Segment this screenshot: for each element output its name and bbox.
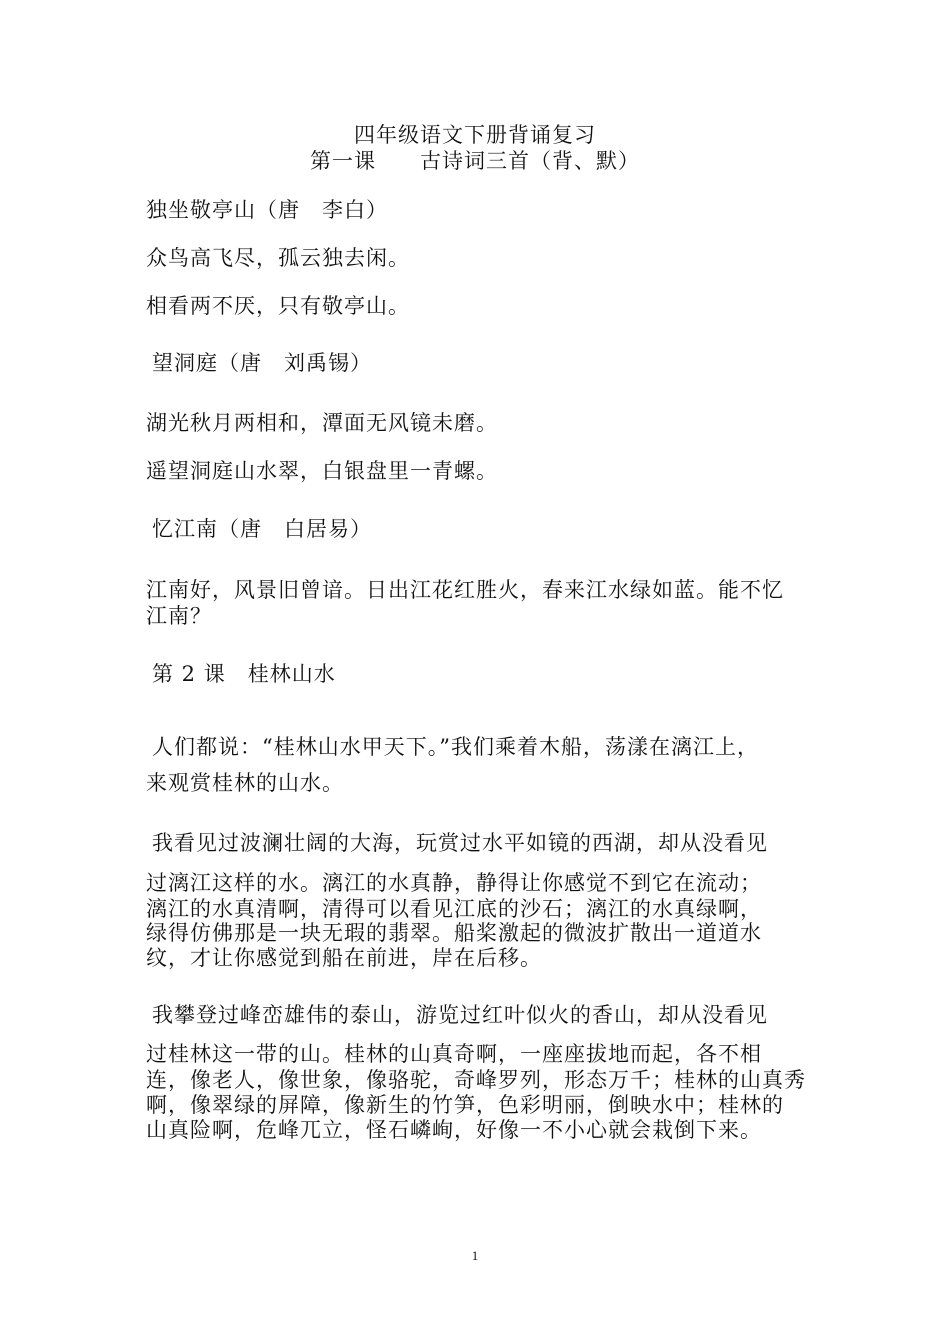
page-number: 1 bbox=[471, 1248, 479, 1263]
paragraph-2-line-2: 过漓江这样的水。漓江的水真静，静得让你感觉不到它在流动； bbox=[146, 871, 762, 895]
poem-3-line-1: 江南好，风景旧曾谙。日出江花红胜火，春来江水绿如蓝。能不忆 bbox=[146, 578, 784, 602]
lesson-1-title: 第一课 古诗词三首（背、默） bbox=[310, 149, 640, 173]
paragraph-3-line-4: 啊，像翠绿的屏障，像新生的竹笋，色彩明丽，倒映水中；桂林的 bbox=[146, 1093, 784, 1117]
poem-2-heading: 望洞庭（唐 刘禹锡） bbox=[152, 351, 372, 375]
poem-3-heading: 忆江南（唐 白居易） bbox=[152, 517, 372, 541]
paragraph-3-line-3: 连，像老人，像世象，像骆驼，奇峰罗列，形态万千；桂林的山真秀 bbox=[146, 1068, 806, 1092]
paragraph-2-line-5: 纹，才让你感觉到船在前进，岸在后移。 bbox=[146, 946, 542, 970]
paragraph-2-line-1: 我看见过波澜壮阔的大海，玩赏过水平如镜的西湖，却从没看见 bbox=[152, 831, 768, 855]
poem-2-line-1: 湖光秋月两相和，潭面无风镜未磨。 bbox=[146, 411, 498, 435]
lesson-2-title: 第 2 课 桂林山水 bbox=[152, 662, 336, 686]
paragraph-3-line-1: 我攀登过峰峦雄伟的泰山，游览过红叶似火的香山，却从没看见 bbox=[152, 1003, 768, 1027]
paragraph-1-line-2: 来观赏桂林的山水。 bbox=[146, 771, 344, 795]
paragraph-2-line-3: 漓江的水真清啊，清得可以看见江底的沙石；漓江的水真绿啊， bbox=[146, 897, 762, 921]
paragraph-3-line-5: 山真险啊，危峰兀立，怪石嶙峋，好像一不小心就会栽倒下来。 bbox=[146, 1118, 762, 1142]
paragraph-3-line-2: 过桂林这一带的山。桂林的山真奇啊，一座座拔地而起，各不相 bbox=[146, 1042, 762, 1066]
poem-2-line-2: 遥望洞庭山水翠，白银盘里一青螺。 bbox=[146, 459, 498, 483]
poem-1-line-1: 众鸟高飞尽，孤云独去闲。 bbox=[146, 246, 410, 270]
poem-1-heading: 独坐敬亭山（唐 李白） bbox=[146, 198, 388, 222]
page-title: 四年级语文下册背诵复习 bbox=[354, 123, 596, 147]
poem-1-line-2: 相看两不厌，只有敬亭山。 bbox=[146, 294, 410, 318]
paragraph-2-line-4: 绿得仿佛那是一块无瑕的翡翠。船桨激起的微波扩散出一道道水 bbox=[146, 921, 762, 945]
paragraph-1-line-1: 人们都说：“桂林山水甲天下。”我们乘着木船，荡漾在漓江上， bbox=[152, 735, 759, 759]
poem-3-line-2: 江南？ bbox=[146, 604, 212, 628]
